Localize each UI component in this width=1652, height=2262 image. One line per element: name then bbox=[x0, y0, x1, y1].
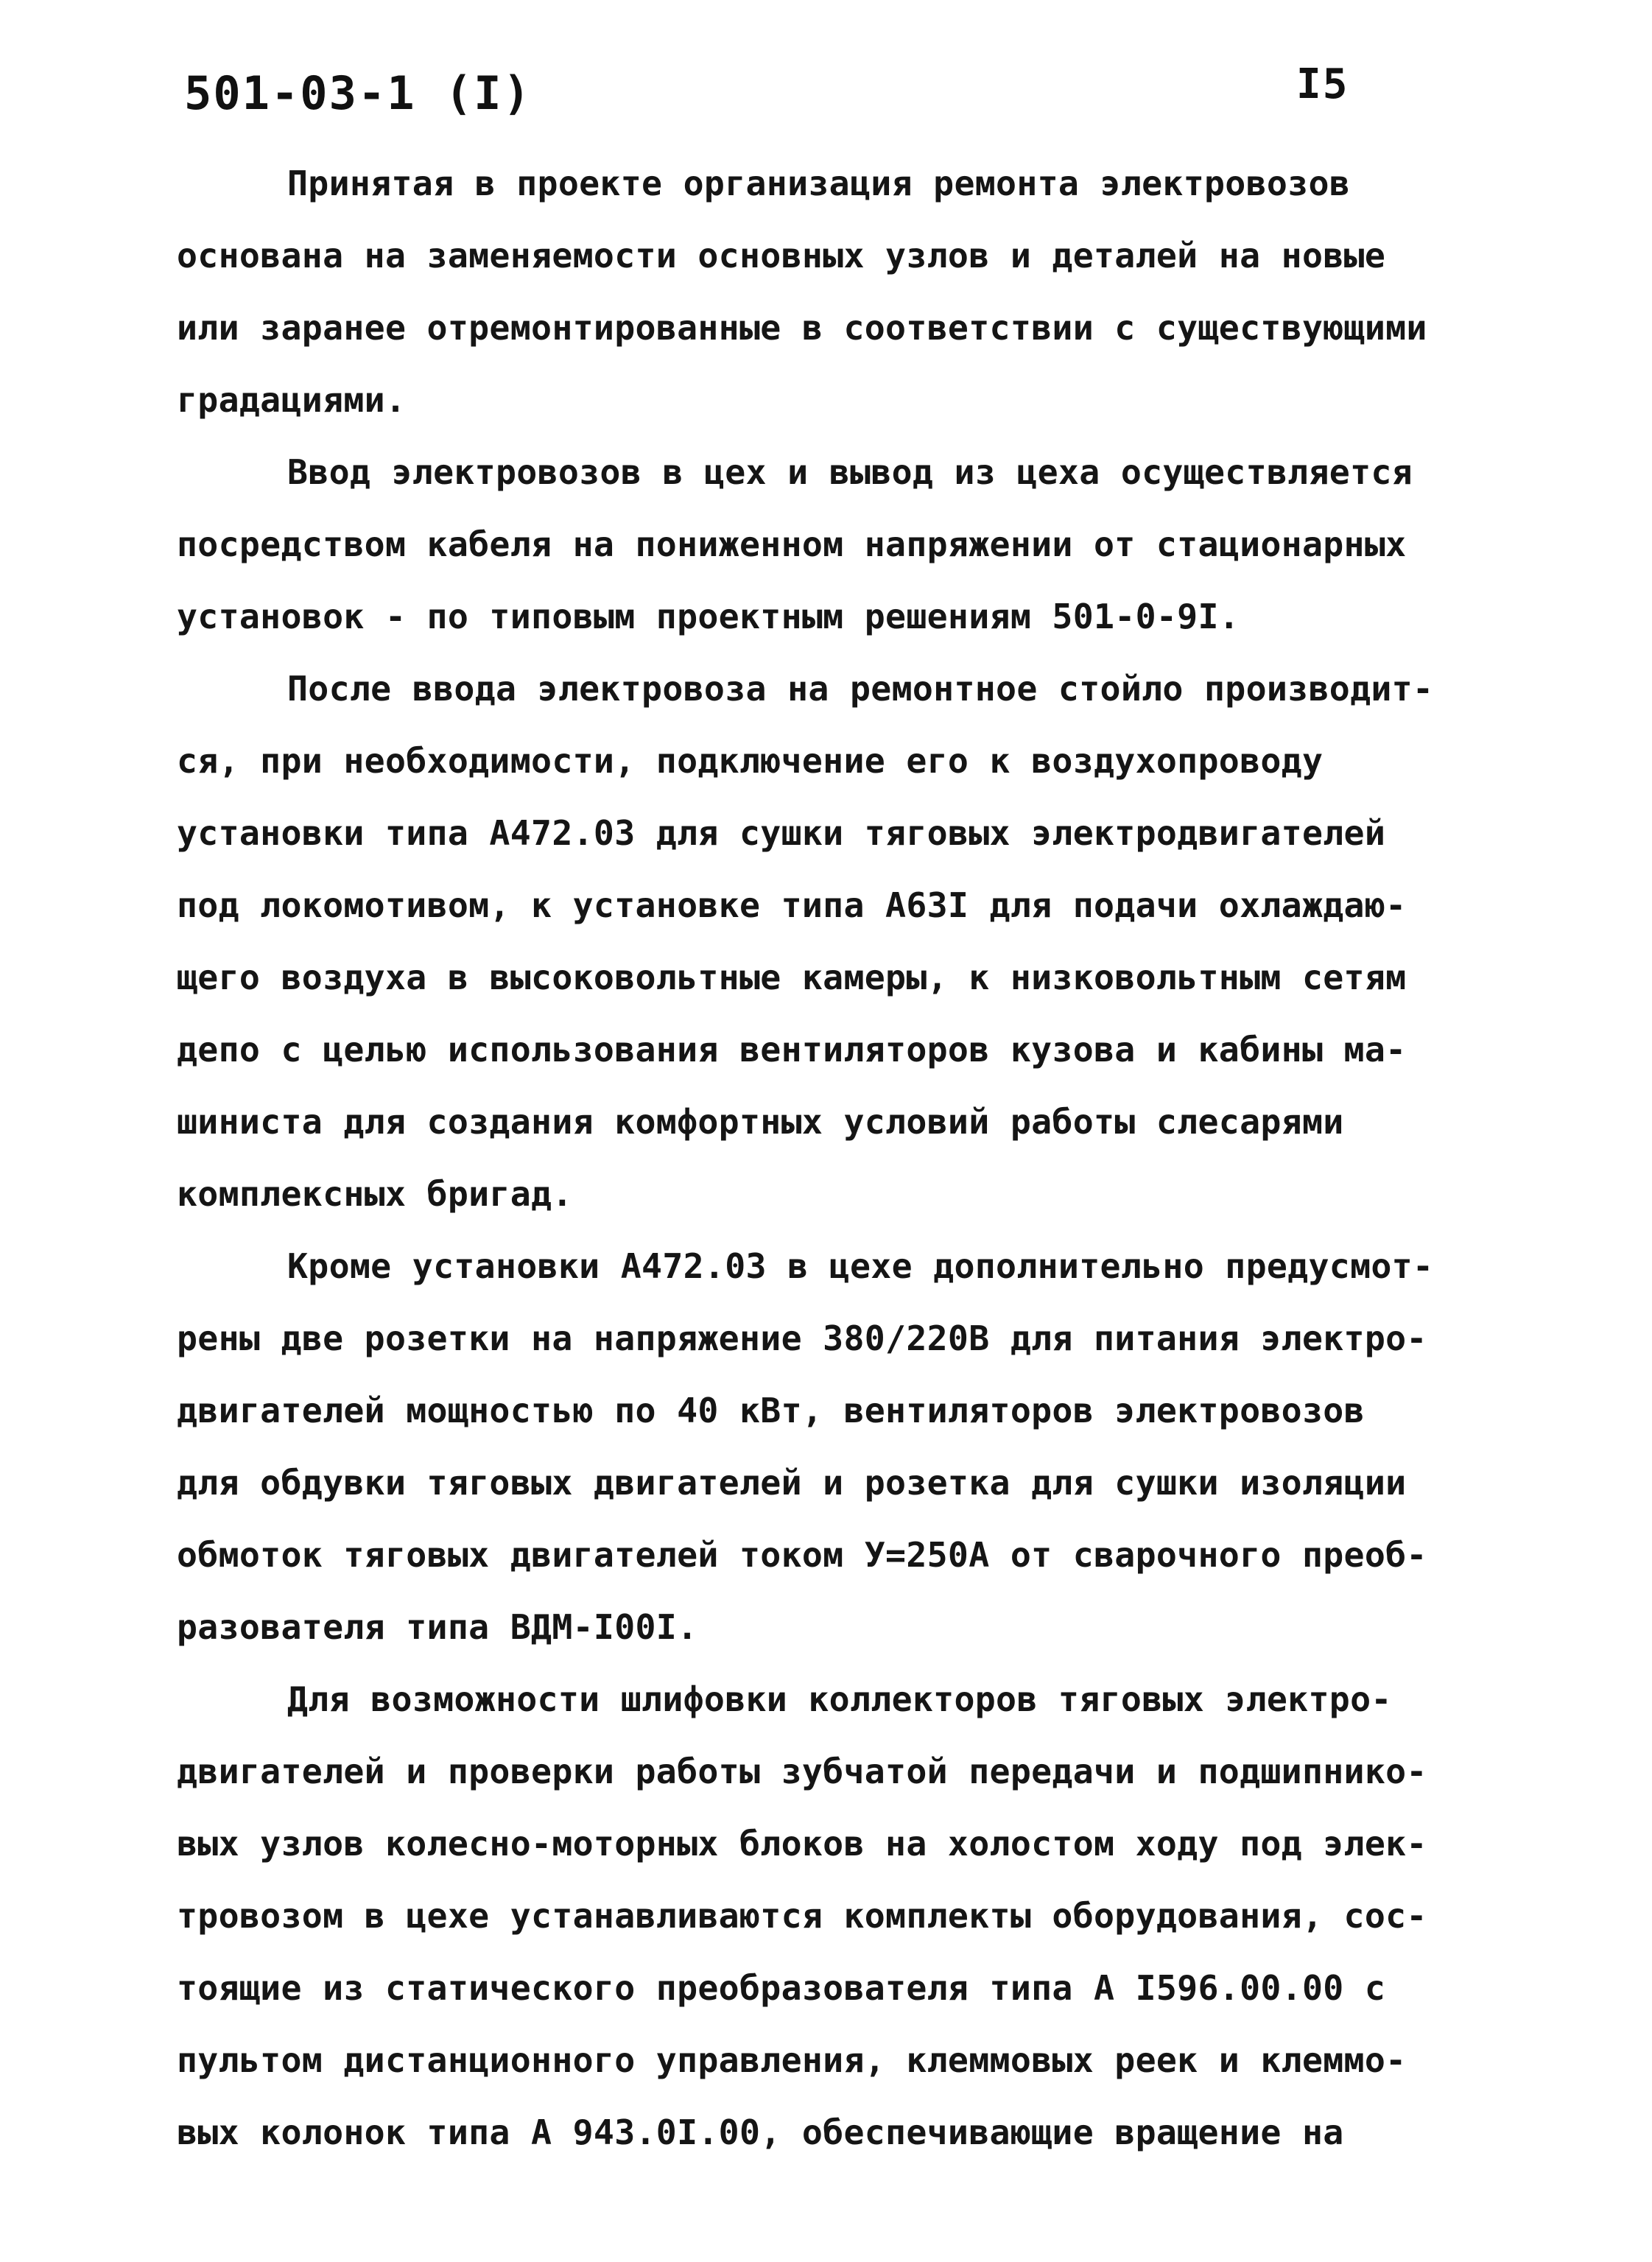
paragraph-repair-organization bbox=[177, 147, 1547, 436]
paragraph-locomotive-entry bbox=[177, 436, 1547, 653]
text-line: посредством кабеля на пониженном напряжении от стационарных bbox=[177, 524, 1407, 564]
text-line: Для возможности шлифовки коллекторов тяговых электро- bbox=[287, 1679, 1392, 1719]
text-line: рены две розетки на напряжение 380/220В для питания электро- bbox=[177, 1318, 1427, 1358]
paragraph-connections bbox=[177, 653, 1547, 1230]
text-line: Кроме установки А472.03 в цехе дополнительно предусмот- bbox=[287, 1246, 1434, 1286]
body-text bbox=[177, 147, 1547, 2168]
text-line: градациями. bbox=[177, 380, 407, 420]
text-line: ся, при необходимости, подключение его к воздухопроводу bbox=[177, 741, 1324, 781]
text-line: под локомотивом, к установке типа А63I для подачи охлаждаю- bbox=[177, 885, 1407, 925]
text-line: тровозом в цехе устанавливаются комплекты оборудования, сос- bbox=[177, 1896, 1427, 1936]
document-code: 501-03-1 (I) bbox=[184, 66, 532, 120]
text-line: для обдувки тяговых двигателей и розетка для сушки изоляции bbox=[177, 1463, 1407, 1503]
text-line: комплексных бригад. bbox=[177, 1174, 573, 1214]
text-line: шиниста для создания комфортных условий работы слесарями bbox=[177, 1102, 1344, 1142]
text-line: После ввода электровоза на ремонтное стойло производит- bbox=[287, 669, 1434, 709]
text-line: вых узлов колесно-моторных блоков на холостом ходу под элек- bbox=[177, 1824, 1427, 1864]
text-line: установки типа А472.03 для сушки тяговых электродвигателей bbox=[177, 813, 1386, 853]
text-line: двигателей и проверки работы зубчатой передачи и подшипнико- bbox=[177, 1752, 1427, 1791]
paragraph-sockets bbox=[177, 1230, 1547, 1663]
text-line: Принятая в проекте организация ремонта электровозов bbox=[287, 164, 1351, 203]
text-line: пультом дистанционного управления, клеммовых реек и клеммо- bbox=[177, 2040, 1407, 2080]
page-number: I5 bbox=[1296, 60, 1349, 108]
text-line: тоящие из статического преобразователя типа А I596.00.00 с bbox=[177, 1968, 1386, 2008]
paragraph-grinding-equipment bbox=[177, 1663, 1547, 2168]
text-line: вых колонок типа А 943.0I.00, обеспечивающие вращение на bbox=[177, 2112, 1344, 2152]
text-line: Ввод электровозов в цех и вывод из цеха осуществляется bbox=[287, 452, 1413, 492]
text-line: или заранее отремонтированные в соответствии с существующими bbox=[177, 308, 1427, 348]
text-line: щего воздуха в высоковольтные камеры, к низковольтным сетям bbox=[177, 958, 1407, 997]
text-line: основана на заменяемости основных узлов и деталей на новые bbox=[177, 236, 1386, 275]
text-line: установок - по типовым проектным решениям 501-0-9I. bbox=[177, 597, 1240, 636]
text-line: депо с целью использования вентиляторов кузова и кабины ма- bbox=[177, 1030, 1407, 1069]
text-line: двигателей мощностью по 40 кВт, вентиляторов электровозов bbox=[177, 1391, 1365, 1430]
text-line: разователя типа ВДМ-I00I. bbox=[177, 1607, 698, 1647]
text-line: обмоток тяговых двигателей током У=250А от сварочного преоб- bbox=[177, 1535, 1427, 1575]
